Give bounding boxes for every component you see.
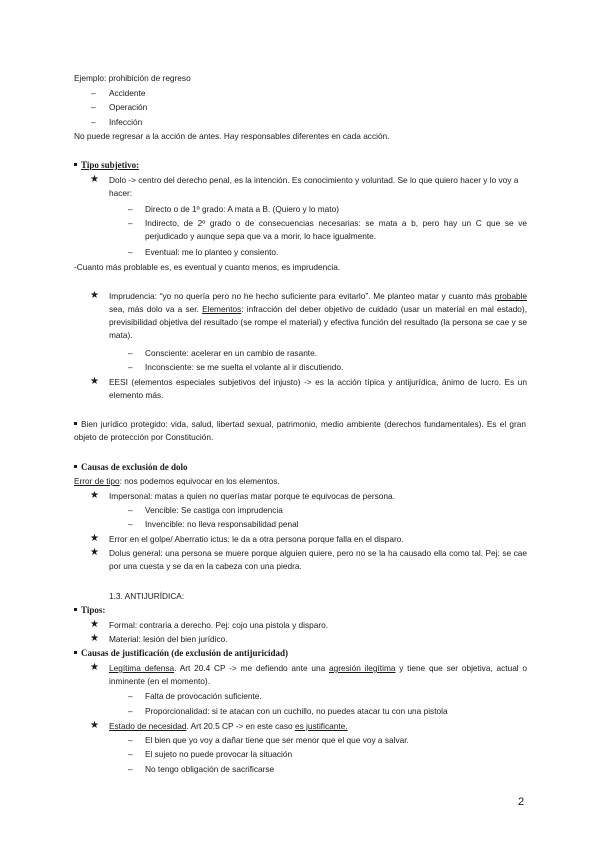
star-bullet-icon: ★ <box>90 290 99 301</box>
tipos-heading: Tipos: <box>74 604 105 617</box>
intro-title: Ejemplo: prohibición de regreso <box>74 73 191 83</box>
dash-marker: – <box>128 764 133 774</box>
intro-item: Infección <box>109 117 143 127</box>
impersonal-item: Invencible: no lleva responsabilidad penal <box>145 519 299 529</box>
bien-juridico-text: Bien jurídico protegido: vida, salud, libertad sexual, patrimonio, medio ambiente (derechos fundamentales). Es el gran objeto de protección por Constitución. <box>74 419 526 442</box>
error-golpe-text: Error en el golpe/ Aberratio ictus: le da a otra persona porque falla en el disparo. <box>109 534 404 544</box>
legitima-item: Falta de provocación suficiente. <box>145 691 262 701</box>
necesidad-item: El sujeto no puede provocar la situación <box>145 749 293 759</box>
star-bullet-icon: ★ <box>90 490 99 501</box>
dash-marker: – <box>128 735 133 745</box>
legitima-item: Proporcionalidad: si te atacan con un cuchillo, no puedes atacar tu con una pistola <box>145 706 448 716</box>
impersonal-item: Vencible: Se castiga con imprudencia <box>145 505 283 515</box>
page-number: 2 <box>518 796 525 808</box>
dash-marker: – <box>128 204 133 214</box>
dolo-item: Indirecto, de 2º grado o de consecuencias necesarias: se mata a b, pero hay un C que se ve perjudicado y aunque sepa que va a morir, lo hace igualmente. <box>145 218 527 241</box>
eesi-text: EESI (elementos especiales subjetivos del injusto) -> es la acción típica y antijurídica, ánimo de lucro. Es un elemento más. <box>109 377 527 400</box>
dash-marker: – <box>128 706 133 716</box>
dash-marker: – <box>91 102 96 112</box>
dolus-general-text: Dolus general: una persona se muere porque alguien quiere, pero no se la ha causado ella como tal. Pej: se cae por una cuesta y se da en la cabeza con una piedra. <box>109 548 527 571</box>
dash-marker: – <box>128 691 133 701</box>
tipo-item: Material: lesión del bien jurídico. <box>109 634 228 644</box>
necesidad-item: El bien que yo voy a dañar tiene que ser menor que el que voy a salvar. <box>145 735 409 745</box>
section-heading: Causas de exclusión de dolo <box>74 461 188 474</box>
star-bullet-icon: ★ <box>90 720 99 731</box>
estado-necesidad-text: Estado de necesidad. Art 20.5 CP -> en este caso es justificante. <box>109 721 348 731</box>
dash-marker: – <box>128 348 133 358</box>
impersonal-text: Impersonal: matas a quien no querías matar porque te equivocas de persona. <box>109 491 395 501</box>
dolo-item: Directo o de 1º grado: A mata a B. (Quiero y lo mato) <box>145 204 339 214</box>
intro-item: Accidente <box>109 88 146 98</box>
star-bullet-icon: ★ <box>90 174 99 185</box>
dash-marker: – <box>128 519 133 529</box>
dash-marker: – <box>91 117 96 127</box>
dash-marker: – <box>128 362 133 372</box>
cuanto-note: -Cuanto más problable es, es eventual y cuanto menos, es imprudencia. <box>74 262 341 272</box>
dash-marker: – <box>128 218 133 228</box>
legitima-defensa-text: Legítima defensa. Art 20.4 CP -> me defiendo ante una agresión ilegítima y tiene que ser objetiva, actual o inminente (en el momento). <box>109 663 528 686</box>
intro-item: Operación <box>109 102 148 112</box>
star-bullet-icon: ★ <box>90 633 99 644</box>
star-bullet-icon: ★ <box>90 376 99 387</box>
imprudencia-item: Consciente: acelerar en un cambio de rasante. <box>145 348 318 358</box>
error-tipo-text: Error de tipo: nos podemos equivocar en los elementos. <box>74 476 280 486</box>
dash-marker: – <box>128 247 133 257</box>
star-bullet-icon: ★ <box>90 662 99 673</box>
star-bullet-icon: ★ <box>90 619 99 630</box>
section-heading: Tipo subjetivo: <box>74 159 139 172</box>
dolo-text: Dolo -> centro del derecho penal, es la intención. Es conocimiento y voluntad. Se lo que quiero hacer y lo voy a hacer: <box>109 175 519 198</box>
necesidad-item: No tengo obligación de sacrificarse <box>145 764 275 774</box>
star-bullet-icon: ★ <box>90 547 99 558</box>
star-bullet-icon: ★ <box>90 533 99 544</box>
dolo-item: Eventual: me lo planteo y consiento. <box>145 247 279 257</box>
tipo-item: Formal: contraria a derecho. Pej: cojo una pistola y disparo. <box>109 620 329 630</box>
causas-heading: Causas de justificación (de exclusión de antijuricidad) <box>74 647 288 660</box>
antijuridica-heading: 1.3. ANTIJURÍDICA: <box>109 591 185 601</box>
dash-marker: – <box>128 749 133 759</box>
dash-marker: – <box>91 88 96 98</box>
imprudencia-text: Imprudencia: “yo no quería pero no he hecho suficiente para evitarlo”. Me planteo matar y cuanto más probable sea, más dolo va a ser. Elementos: infracción del deber objetivo de cuidado (usar un material en mal estado), previsibilidad objetiva del resultado (se rompe el material) y efectiva función del resultado (la persona se cae y se mata). <box>109 291 528 340</box>
intro-note: No puede regresar a la acción de antes. Hay responsables diferentes en cada acción. <box>74 131 390 141</box>
dash-marker: – <box>128 505 133 515</box>
imprudencia-item: Inconsciente: se me suelta el volante al ir discutiendo. <box>145 362 344 372</box>
